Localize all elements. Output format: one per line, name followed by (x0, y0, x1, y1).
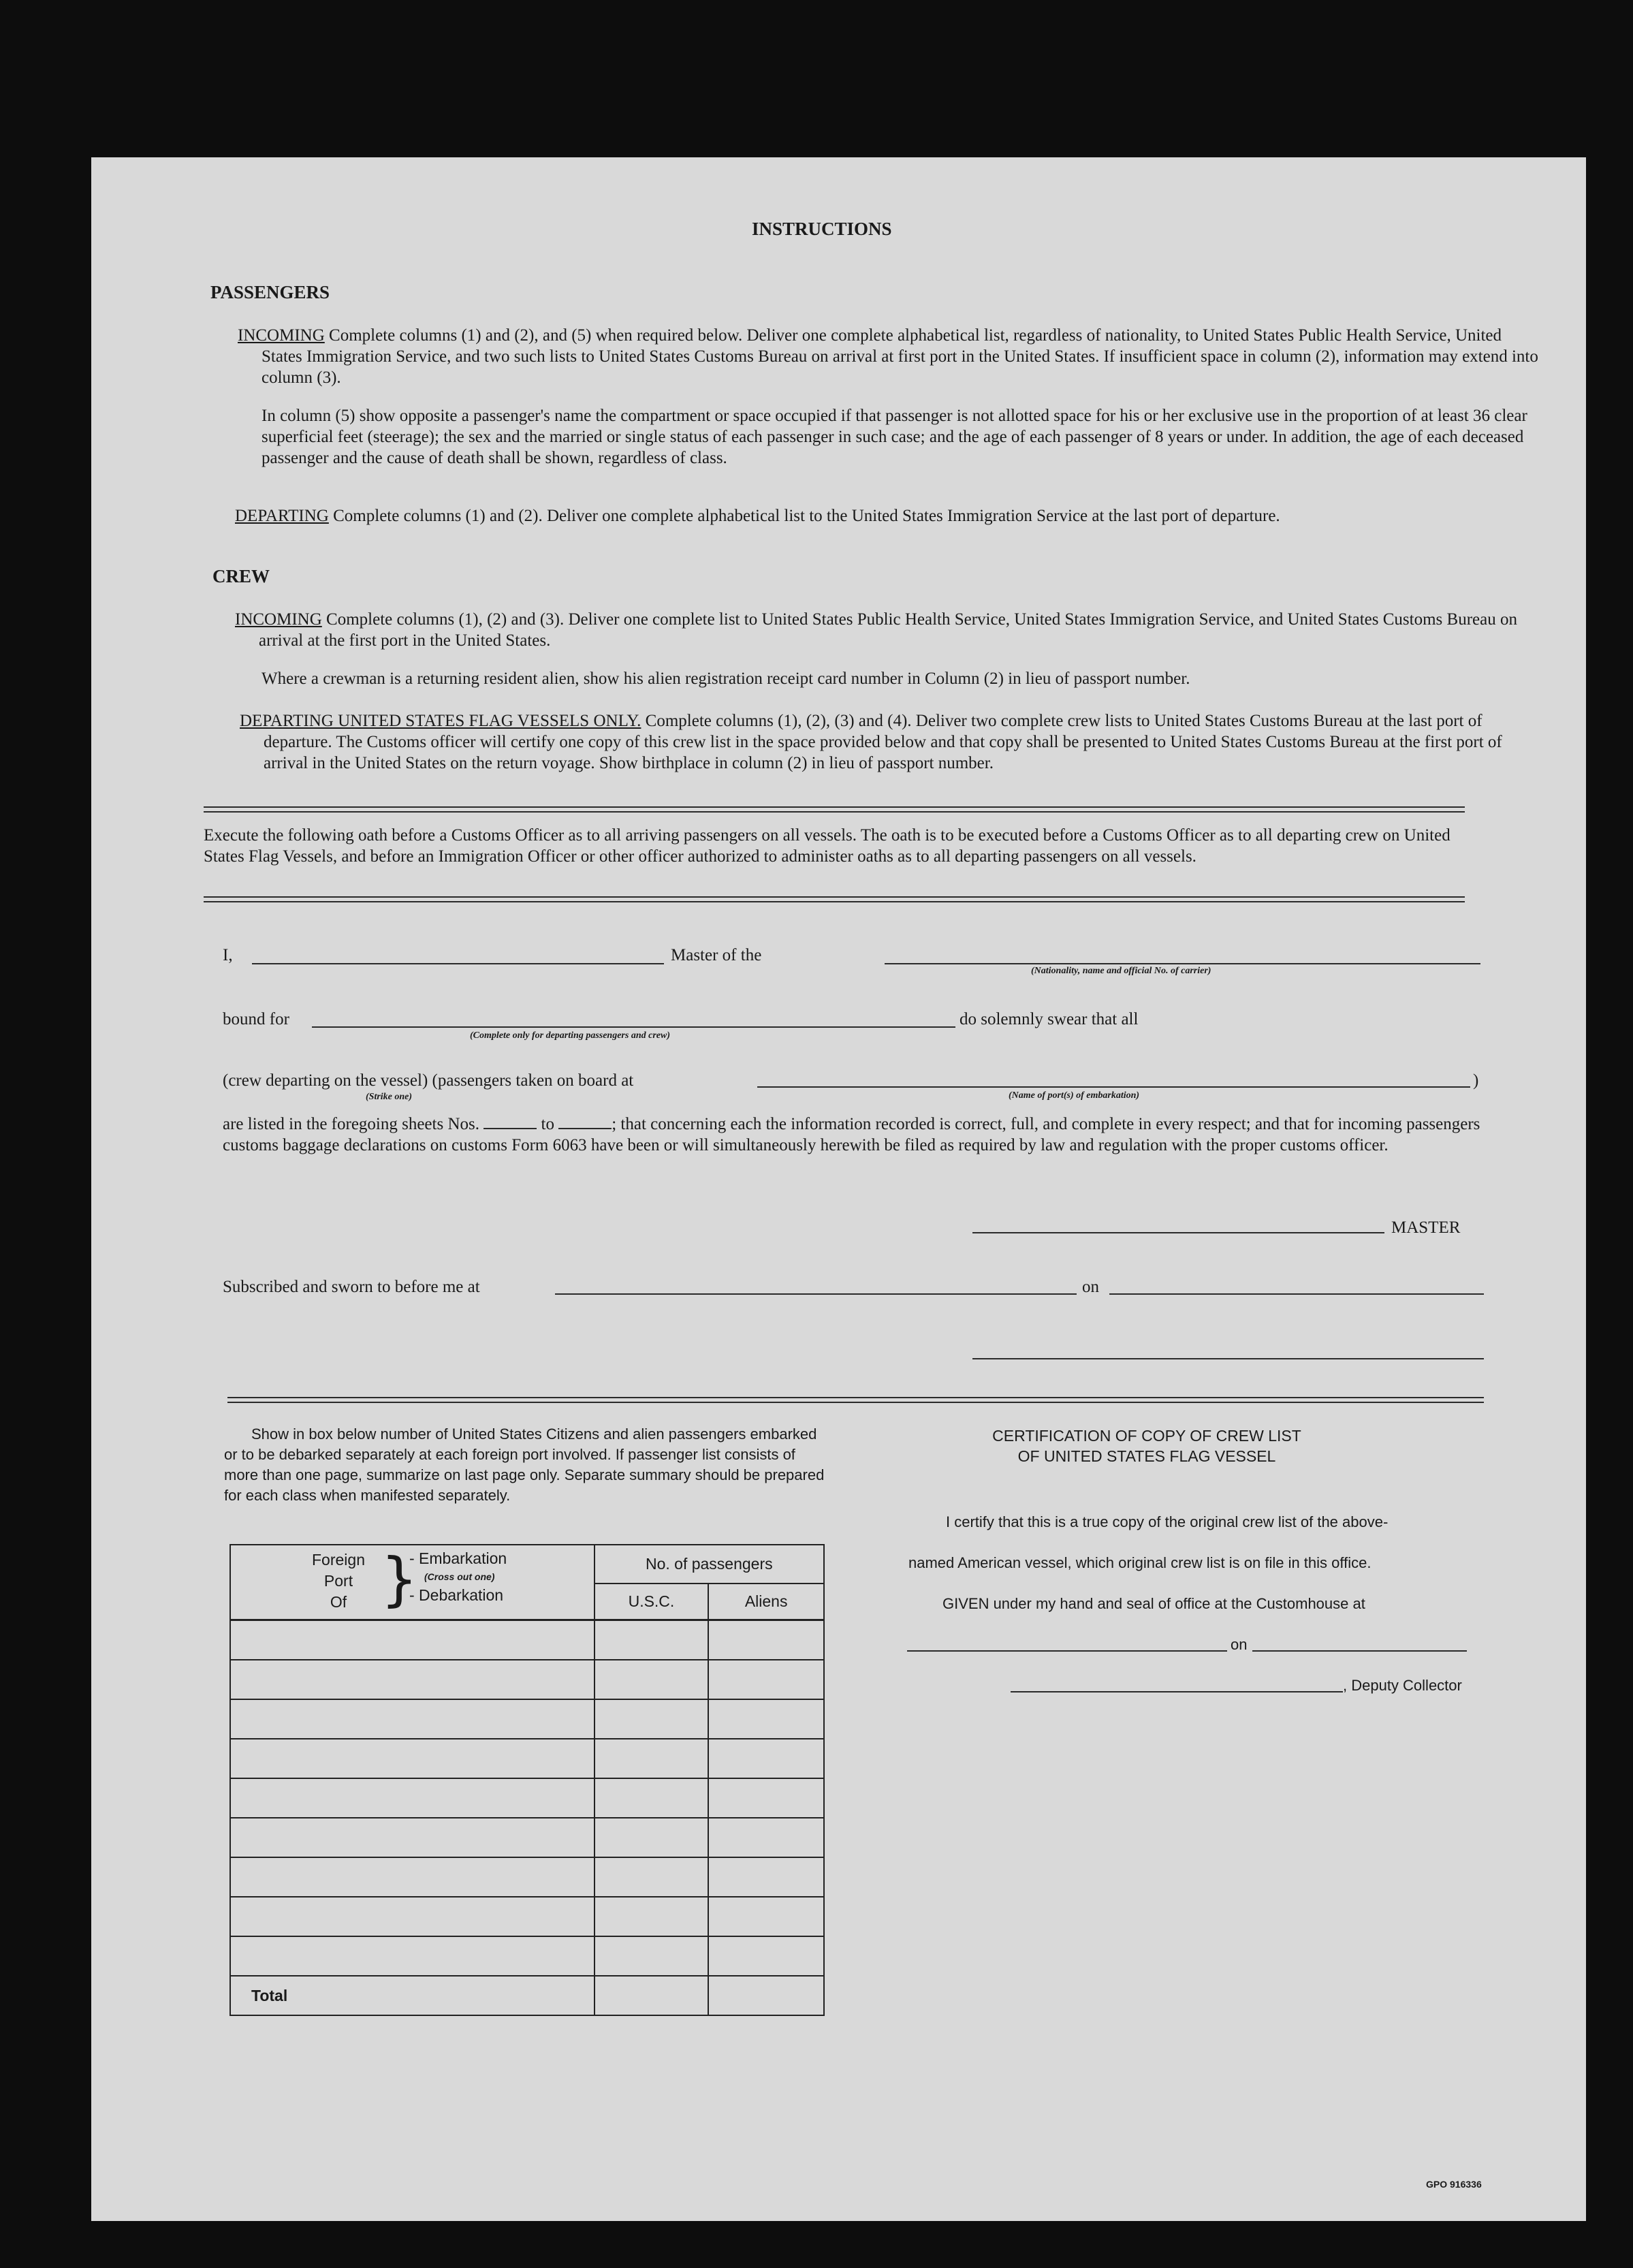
certification-title-1: CERTIFICATION OF COPY OF CREW LIST (992, 1427, 1301, 1445)
listed-text-a: are listed in the foregoing sheets Nos. (223, 1115, 479, 1133)
aliens-header: Aliens (708, 1584, 824, 1620)
crew-heading: CREW (212, 566, 270, 586)
aliens-total-cell[interactable] (708, 1976, 824, 2015)
close-paren: ) (1473, 1071, 1479, 1090)
aliens-cell[interactable] (708, 1818, 824, 1857)
nationality-note: (Nationality, name and official No. of carrier) (1031, 966, 1211, 976)
aliens-cell[interactable] (708, 1620, 824, 1660)
debarkation-label: - Debarkation (409, 1586, 504, 1604)
sworn-date-field[interactable] (1109, 1293, 1484, 1295)
officer-signature-field[interactable] (972, 1358, 1484, 1359)
aliens-cell[interactable] (708, 1699, 824, 1739)
double-rule (227, 1397, 1484, 1403)
usc-cell[interactable] (594, 1739, 709, 1778)
cert-date-field[interactable] (1252, 1650, 1467, 1652)
aliens-cell[interactable] (708, 1660, 824, 1699)
table-row (230, 1778, 824, 1818)
subscribed-label: Subscribed and sworn to before me at (223, 1278, 480, 1296)
aliens-cell[interactable] (708, 1739, 824, 1778)
crew-incoming-text: Complete columns (1), (2) and (3). Deliver one complete list to United States Public Health Service, United States Immigration Service, and United States Customs Bureau on arrival at the first port in the United States. (259, 610, 1517, 650)
strike-one-note: (Strike one) (366, 1092, 413, 1102)
table-row (230, 1739, 824, 1778)
master-signature-field[interactable] (972, 1232, 1384, 1233)
embarkation-label: - Embarkation (409, 1549, 507, 1567)
col-foreign: Foreign (312, 1551, 365, 1569)
table-header-row (230, 1545, 824, 1584)
master-of-the-label: Master of the (671, 946, 762, 964)
usc-total-cell[interactable] (594, 1976, 709, 2015)
crew-departing-text: Complete columns (1), (2), (3) and (4). Deliver two complete crew lists to United States Customs Bureau at the last port of departure. The Customs officer will certify one copy of this crew list in the space provided below and that copy shall be presented to United States Customs Bureau at the first port of arrival in the United States on the return voyage. Show birthplace in column (2) in lieu of passport number. (264, 712, 1502, 772)
sheet-from-field[interactable] (483, 1116, 537, 1129)
table-row (230, 1699, 824, 1739)
crew-incoming-block (235, 609, 1542, 651)
passengers-departing-block (235, 505, 1542, 526)
usc-header: U.S.C. (594, 1584, 709, 1620)
master-label: MASTER (1391, 1218, 1461, 1237)
listed-to: to (541, 1115, 554, 1133)
aliens-cell[interactable] (708, 1897, 824, 1936)
gpo-code: GPO 916336 (1426, 2179, 1482, 2190)
total-label: Total (230, 1976, 594, 2015)
embarkation-port-field[interactable] (757, 1086, 1470, 1088)
certification-title (806, 1426, 1487, 1466)
carrier-field[interactable] (885, 963, 1480, 964)
passengers-column5-text: In column (5) show opposite a passenger's name the compartment or space occupied if that passenger is not allotted space for his or her exclusive use in the proportion of at least 36 clear superficial feet (steerage); the sex and the married or single status of each passenger in such case; and the age of each passenger of 8 years or under. In addition, the age of each deceased passenger and the cause of death shall be shown, regardless of class. (261, 407, 1527, 467)
crew-incoming-label: INCOMING (235, 610, 322, 629)
oath-listed-paragraph (223, 1114, 1489, 1156)
certify-line-1: I certify that this is a true copy of the original crew list of the above- (946, 1513, 1389, 1530)
table-row (230, 1936, 824, 1976)
port-cell[interactable] (230, 1620, 594, 1660)
col-port: Port (323, 1572, 353, 1590)
aliens-cell[interactable] (708, 1936, 824, 1976)
listed-text-b: ; that concerning each the information recorded is correct, full, and complete in every respect; and that for incoming passengers customs baggage declarations on customs Form 6063 have been or will simultaneously herewith be filed as required by law and regulation with the proper customs officer. (223, 1115, 1480, 1154)
usc-cell[interactable] (594, 1857, 709, 1897)
usc-cell[interactable] (594, 1699, 709, 1739)
crew-departing-text: (crew departing on the vessel) (passengers taken on board at (223, 1071, 634, 1090)
total-row (230, 1976, 824, 2015)
table-row (230, 1620, 824, 1660)
port-cell[interactable] (230, 1818, 594, 1857)
bound-for-label: bound for (223, 1010, 289, 1028)
col-of: Of (330, 1593, 347, 1611)
brace-icon: } (381, 1545, 418, 1613)
certify-line-3: GIVEN under my hand and seal of office at the Customhouse at (942, 1595, 1365, 1612)
port-header-cell (230, 1545, 594, 1620)
no-passengers-header: No. of passengers (594, 1545, 824, 1584)
oath-intro: Execute the following oath before a Customs Officer as to all arriving passengers on all vessels. The oath is to be executed before a Customs Officer as to all departing crew on United States Flag Vessels, and before an Immigration Officer or other officer authorized to administer oaths as to all departing passengers on all vessels. (204, 826, 1450, 866)
summary-instructions: Show in box below number of United States Citizens and alien passengers embarked or to be debarked separately at each foreign port involved. If passenger list consists of more than one page, summarize on last page only. Separate summary should be prepared for each class when manifested separately. (224, 1426, 825, 1504)
table-row (230, 1857, 824, 1897)
page-title: INSTRUCTIONS (752, 219, 892, 239)
passengers-incoming-text: Complete columns (1) and (2), and (5) when required below. Deliver one complete alphabetical list, regardless of nationality, to United States Public Health Service, United States Immigration Service, and two such lists to United States Customs Bureau on arrival at first port in the United States. If insufficient space in column (2), information may extend into column (3). (261, 326, 1538, 387)
crew-resident-text: Where a crewman is a returning resident alien, show his alien registration receipt card number in Column (2) in lieu of passport number. (261, 670, 1190, 688)
table-row (230, 1660, 824, 1699)
aliens-cell[interactable] (708, 1778, 824, 1818)
crew-departing-label: DEPARTING UNITED STATES FLAG VESSELS ONLY. (240, 712, 641, 730)
form-sheet (91, 157, 1586, 2221)
passengers-incoming-block (238, 325, 1542, 388)
table-row (230, 1897, 824, 1936)
certify-line-2: named American vessel, which original crew list is on file in this office. (908, 1554, 1372, 1571)
port-cell[interactable] (230, 1857, 594, 1897)
sheet-to-field[interactable] (558, 1116, 612, 1129)
port-cell[interactable] (230, 1699, 594, 1739)
usc-cell[interactable] (594, 1936, 709, 1976)
passengers-departing-text: Complete columns (1) and (2). Deliver one complete alphabetical list to the United States Immigration Service at the last port of departure. (333, 507, 1280, 525)
crew-departing-block (240, 710, 1542, 774)
port-cell[interactable] (230, 1739, 594, 1778)
cross-out-note: (Cross out one) (424, 1571, 495, 1582)
usc-cell[interactable] (594, 1660, 709, 1699)
passenger-summary-table (229, 1544, 825, 2016)
table-row (230, 1818, 824, 1857)
cert-on-label: on (1231, 1636, 1248, 1653)
port-note: (Name of port(s) of embarkation) (1009, 1090, 1140, 1101)
deputy-signature-field[interactable] (1011, 1691, 1343, 1692)
passengers-departing-label: DEPARTING (235, 507, 329, 525)
passengers-heading: PASSENGERS (210, 282, 330, 302)
customhouse-field[interactable] (907, 1650, 1227, 1652)
port-cell[interactable] (230, 1936, 594, 1976)
sworn-place-field[interactable] (555, 1293, 1077, 1295)
deputy-collector-label: , Deputy Collector (1343, 1677, 1462, 1694)
oath-i-label: I, (223, 946, 233, 964)
bound-for-field[interactable] (312, 1026, 955, 1028)
port-cell[interactable] (230, 1897, 594, 1936)
port-cell[interactable] (230, 1778, 594, 1818)
certification-title-2: OF UNITED STATES FLAG VESSEL (1017, 1447, 1276, 1465)
usc-cell[interactable] (594, 1778, 709, 1818)
usc-cell[interactable] (594, 1897, 709, 1936)
bound-for-note: (Complete only for departing passengers and crew) (470, 1030, 670, 1041)
swear-text: do solemnly swear that all (960, 1010, 1139, 1028)
master-name-field[interactable] (252, 963, 664, 964)
port-cell[interactable] (230, 1660, 594, 1699)
aliens-cell[interactable] (708, 1857, 824, 1897)
passengers-incoming-label: INCOMING (238, 326, 325, 345)
double-rule (204, 896, 1465, 902)
double-rule (204, 806, 1465, 813)
sworn-on-label: on (1082, 1278, 1099, 1296)
usc-cell[interactable] (594, 1620, 709, 1660)
usc-cell[interactable] (594, 1818, 709, 1857)
